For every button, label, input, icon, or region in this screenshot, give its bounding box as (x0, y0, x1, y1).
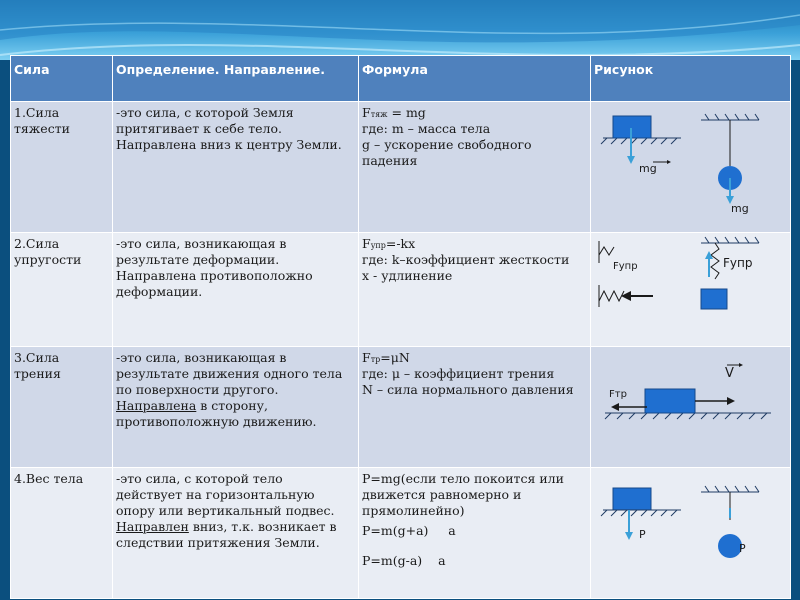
diagram-label: P (639, 528, 646, 541)
definition-line: следствии притяжения Земли. (116, 535, 320, 550)
picture-cell (591, 233, 791, 347)
definition-line: -это сила, возникающая в (116, 350, 287, 365)
formula-line: P=m(g+a) a (362, 523, 456, 538)
definition-line: Направлена в сторону, (116, 398, 268, 413)
force-name: 1.Сила тяжести (11, 102, 113, 233)
diagram-label: Fтр (609, 389, 627, 400)
formula-line: падения (362, 153, 418, 168)
gravity-diagram (591, 102, 791, 232)
diagram-label: mg (731, 202, 749, 215)
header-definition: Определение. Направление. (113, 56, 359, 102)
picture-cell (591, 347, 791, 468)
definition-cell (113, 233, 359, 347)
formula-cell (359, 102, 591, 233)
formula-line: движется равномерно и (362, 487, 522, 502)
formula-line: где: k–коэффициент жесткости (362, 252, 570, 267)
elasticity-diagram (591, 233, 791, 346)
diagram-label: V (725, 366, 734, 381)
formula-line: где: μ – коэффициент трения (362, 366, 555, 381)
definition-cell (113, 468, 359, 599)
table-row (11, 347, 791, 468)
definition-line: -это сила, возникающая в (116, 236, 287, 251)
formula-line: g – ускорение свободного (362, 137, 532, 152)
formula-main: Fупр=-kx (362, 236, 416, 251)
diagram-label: P (739, 542, 746, 555)
definition-line: действует на горизонтальную (116, 487, 315, 502)
diagram-label: mg (639, 162, 657, 175)
formula-line: N – сила нормального давления (362, 382, 574, 397)
picture-cell (591, 468, 791, 599)
formula-cell (359, 468, 591, 599)
table-row (11, 233, 791, 347)
definition-line: -это сила, с которой Земля (116, 105, 294, 120)
weight-diagram (591, 468, 791, 598)
formula-line: P=mg(если тело покоится или (362, 471, 564, 486)
formula-main: Fтяж = mg (362, 105, 426, 120)
definition-line: противоположную движению. (116, 414, 317, 429)
definition-line: опору или вертикальный подвес. (116, 503, 335, 518)
header-force: Сила (11, 56, 113, 102)
forces-table (10, 55, 791, 599)
diagram-label: Fупр (613, 261, 638, 272)
picture-cell (591, 102, 791, 233)
definition-line: результате деформации. (116, 252, 280, 267)
definition-line: -это сила, с которой тело (116, 471, 283, 486)
formula-cell (359, 233, 591, 347)
definition-line: притягивает к себе тело. (116, 121, 282, 136)
definition-line: по поверхности другого. (116, 382, 279, 397)
formula-line: прямолинейно) (362, 503, 465, 518)
definition-line: Направлен вниз, т.к. возникает в (116, 519, 337, 534)
definition-line: Направлена вниз к центру Земли. (116, 137, 342, 152)
header-row (11, 56, 791, 102)
definition-line: результате движения одного тела (116, 366, 343, 381)
formula-line: P=m(g-a) a (362, 553, 446, 568)
force-name: 3.Сила трения (11, 347, 113, 468)
formula-cell (359, 347, 591, 468)
definition-line: Направлена противоположно (116, 268, 313, 283)
table-row (11, 102, 791, 233)
formula-main: Fтр=μN (362, 350, 410, 365)
definition-line: деформации. (116, 284, 203, 299)
force-name: 4.Вес тела (11, 468, 113, 599)
table-row (11, 468, 791, 599)
definition-cell (113, 347, 359, 468)
formula-line: x - удлинение (362, 268, 453, 283)
diagram-label: Fупр (723, 256, 753, 270)
force-name: 2.Сила упругости (11, 233, 113, 347)
formula-line: где: m – масса тела (362, 121, 491, 136)
definition-cell (113, 102, 359, 233)
header-picture: Рисунок (591, 56, 791, 102)
friction-diagram (591, 347, 791, 467)
header-formula: Формула (359, 56, 591, 102)
